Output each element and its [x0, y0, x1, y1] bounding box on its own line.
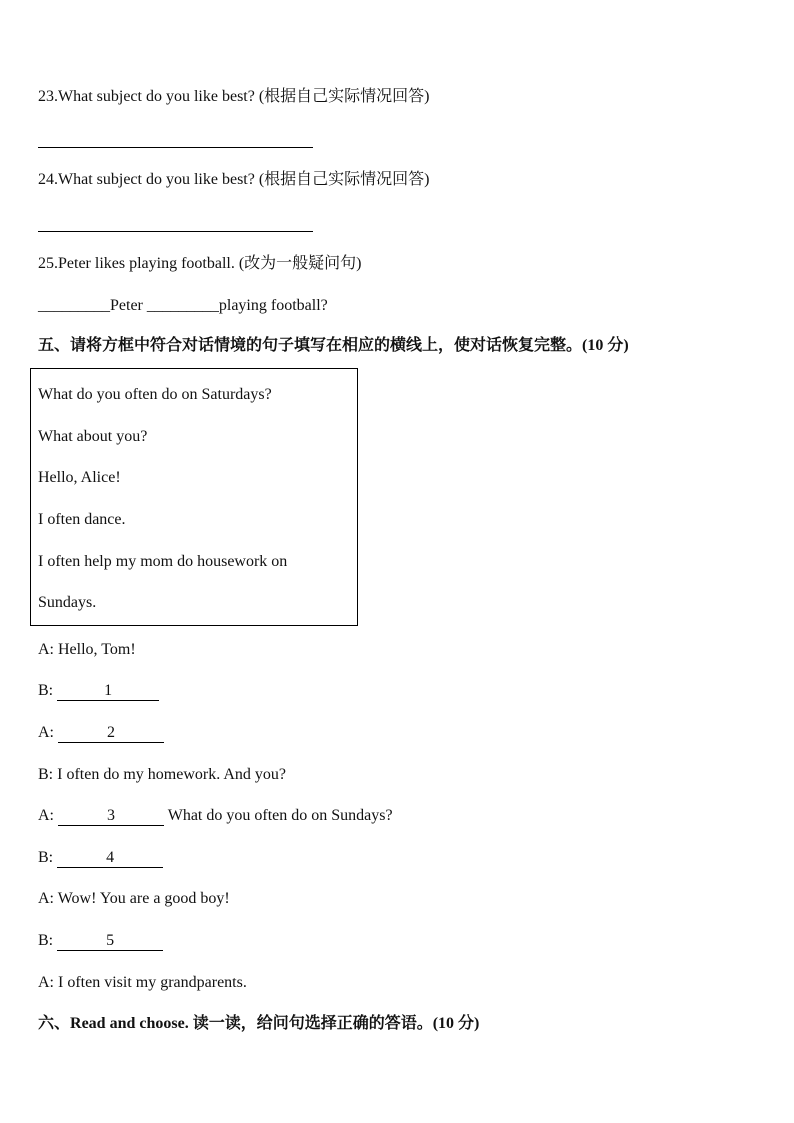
question-25: 25.Peter likes playing football. (改为一般疑问句)	[38, 255, 362, 272]
dialogue-line-7	[38, 889, 230, 909]
section-6-english: Read and choose.	[70, 1015, 189, 1032]
section-6-instruction: 读一读，给问句选择正确的答语。(10 分)	[188, 1015, 480, 1032]
section-6-title	[38, 1014, 479, 1034]
speaker: A:	[38, 807, 54, 824]
q25-blank-1[interactable]: _________	[38, 297, 110, 314]
dialogue-line-6	[38, 848, 163, 868]
option-item: I often dance.	[38, 511, 126, 528]
speaker: B:	[38, 682, 54, 699]
dialogue-line-4	[38, 765, 286, 785]
answer-line-24[interactable]	[38, 231, 313, 232]
option-item: What about you?	[38, 428, 148, 445]
question-23: 23.What subject do you like best? (根据自己实际情况回答)	[38, 88, 430, 105]
dialogue-text: I often do my homework. And you?	[57, 766, 286, 783]
q25-word-rest: playing football?	[218, 297, 328, 314]
speaker: B:	[38, 849, 54, 866]
dialogue-blank[interactable]: 1	[57, 682, 159, 701]
option-item: I often help my mom do housework on	[38, 553, 288, 570]
dialogue-line-8	[38, 931, 163, 951]
option-item: What do you often do on Saturdays?	[38, 386, 272, 403]
speaker: A:	[38, 890, 54, 907]
speaker: A:	[38, 724, 54, 741]
question-25-answer	[38, 296, 328, 316]
answer-line-23[interactable]	[38, 147, 313, 148]
dialogue-line-3	[38, 723, 164, 743]
dialogue-blank[interactable]: 4	[57, 849, 163, 868]
dialogue-text: Wow! You are a good boy!	[57, 890, 230, 907]
option-box	[30, 368, 358, 626]
dialogue-line-5	[38, 806, 393, 826]
speaker: A:	[38, 974, 54, 991]
q25-word-peter: Peter	[110, 297, 143, 314]
speaker: A:	[38, 641, 54, 658]
dialogue-blank[interactable]: 3	[58, 807, 164, 826]
option-item: Hello, Alice!	[38, 469, 121, 486]
section-5-title: 五、请将方框中符合对话情境的句子填写在相应的横线上，使对话恢复完整。(10 分)	[38, 337, 629, 354]
dialogue-line-9	[38, 973, 247, 993]
dialogue-blank[interactable]: 2	[58, 724, 164, 743]
question-24: 24.What subject do you like best? (根据自己实际情况回答)	[38, 171, 430, 188]
dialogue-text: Hello, Tom!	[58, 641, 136, 658]
speaker: B:	[38, 766, 54, 783]
dialogue-text: I often visit my grandparents.	[58, 974, 247, 991]
dialogue-line-1	[38, 640, 136, 660]
dialogue-line-2	[38, 681, 159, 701]
speaker: B:	[38, 932, 54, 949]
dialogue-blank[interactable]: 5	[57, 932, 163, 951]
section-6-prefix: 六、	[38, 1015, 71, 1032]
q25-blank-2[interactable]: _________	[146, 297, 219, 314]
dialogue-text: What do you often do on Sundays?	[167, 807, 393, 824]
option-item: Sundays.	[38, 594, 97, 611]
